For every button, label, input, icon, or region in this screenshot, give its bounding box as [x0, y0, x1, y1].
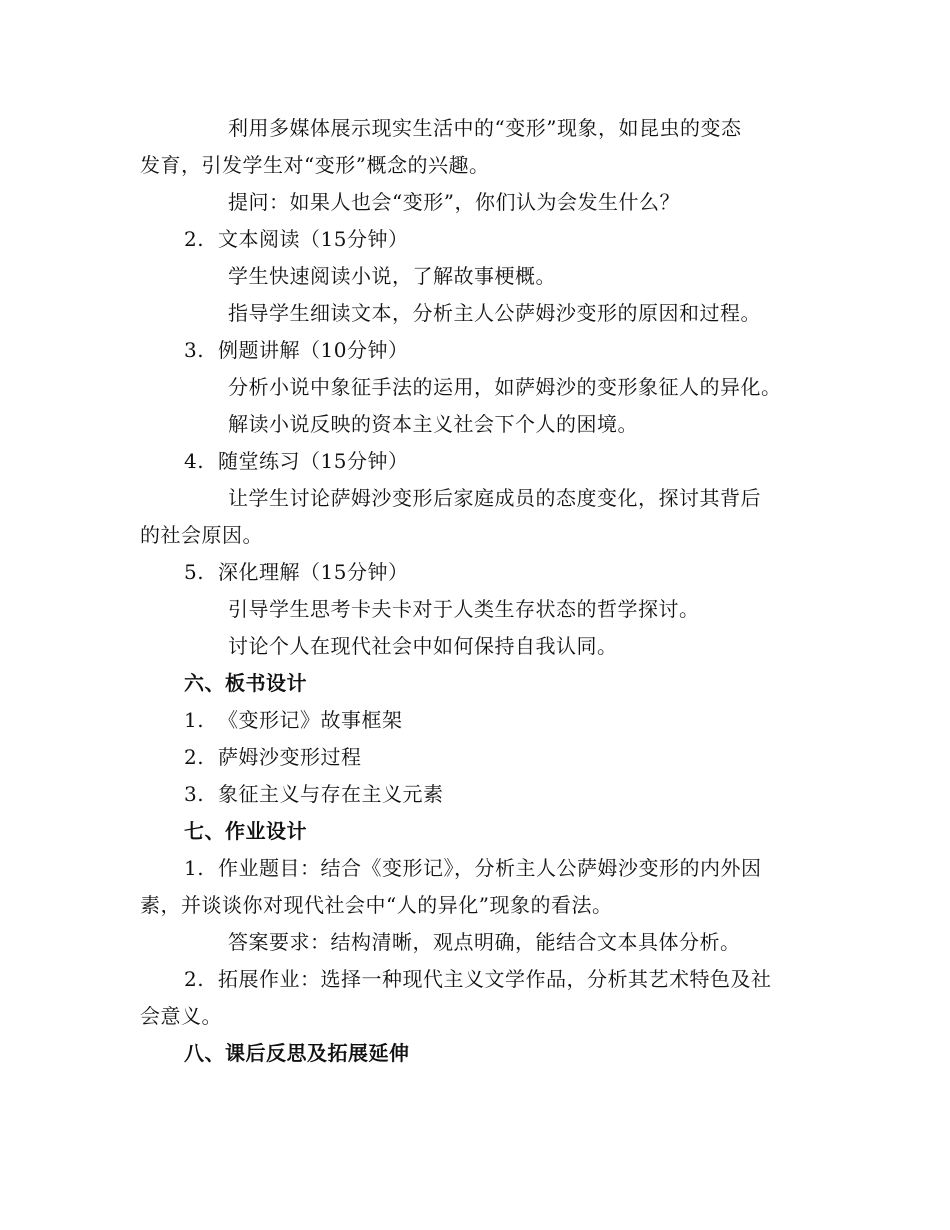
step-line: 讨论个人在现代社会中如何保持自我认同。 — [228, 634, 618, 658]
step-title — [184, 559, 408, 585]
homework-text-line: 会意义。 — [140, 1004, 222, 1028]
step-line: 分析小说中象征手法的运用，如萨姆沙的变形象征人的异化。 — [228, 375, 782, 399]
list-number: 1. — [184, 708, 205, 732]
step-line: 指导学生细读文本，分析主人公萨姆沙变形的原因和过程。 — [228, 301, 761, 325]
step-line: 引导学生思考卡夫卡对于人类生存状态的哲学探讨。 — [228, 597, 700, 621]
step-number: 4. — [184, 449, 205, 473]
homework-item — [184, 855, 762, 881]
step-title-text: 文本阅读（15分钟） — [218, 227, 409, 251]
step-line: 的社会原因。 — [140, 523, 263, 547]
list-item — [184, 744, 362, 770]
homework-item — [184, 966, 772, 992]
section-heading: 七、作业设计 — [184, 819, 307, 843]
step-title — [184, 448, 408, 474]
list-item-text: 萨姆沙变形过程 — [218, 745, 362, 769]
intro-paragraph-line: 利用多媒体展示现实生活中的“变形”现象，如昆虫的变态 — [228, 116, 742, 140]
list-number: 3. — [184, 782, 205, 806]
step-title-text: 例题讲解（10分钟） — [218, 338, 409, 362]
step-title-text: 随堂练习（15分钟） — [218, 449, 409, 473]
homework-text: 拓展作业：选择一种现代主义文学作品，分析其艺术特色及社 — [218, 967, 772, 991]
step-number: 5. — [184, 560, 205, 584]
list-item — [184, 707, 403, 733]
step-line: 让学生讨论萨姆沙变形后家庭成员的态度变化，探讨其背后 — [228, 486, 761, 510]
step-title — [184, 337, 408, 363]
step-title-text: 深化理解（15分钟） — [218, 560, 409, 584]
list-number: 2. — [184, 967, 205, 991]
homework-text-line: 素，并谈谈你对现代社会中“人的异化”现象的看法。 — [140, 893, 613, 917]
step-line: 解读小说反映的资本主义社会下个人的困境。 — [228, 412, 638, 436]
step-number: 3. — [184, 338, 205, 362]
list-number: 1. — [184, 856, 205, 880]
list-number: 2. — [184, 745, 205, 769]
intro-question: 提问：如果人也会“变形”，你们认为会发生什么？ — [228, 190, 680, 214]
intro-paragraph-line: 发育，引发学生对“变形”概念的兴趣。 — [140, 153, 490, 177]
step-title — [184, 226, 408, 252]
homework-text: 作业题目：结合《变形记》，分析主人公萨姆沙变形的内外因 — [218, 856, 762, 880]
answer-requirement: 答案要求：结构清晰，观点明确，能结合文本具体分析。 — [228, 930, 741, 954]
section-heading: 六、板书设计 — [184, 671, 307, 695]
step-line: 学生快速阅读小说，了解故事梗概。 — [228, 264, 556, 288]
list-item-text: 《变形记》故事框架 — [218, 708, 403, 732]
step-number: 2. — [184, 227, 205, 251]
list-item — [184, 781, 444, 807]
section-heading: 八、课后反思及拓展延伸 — [184, 1041, 410, 1065]
list-item-text: 象征主义与存在主义元素 — [218, 782, 444, 806]
